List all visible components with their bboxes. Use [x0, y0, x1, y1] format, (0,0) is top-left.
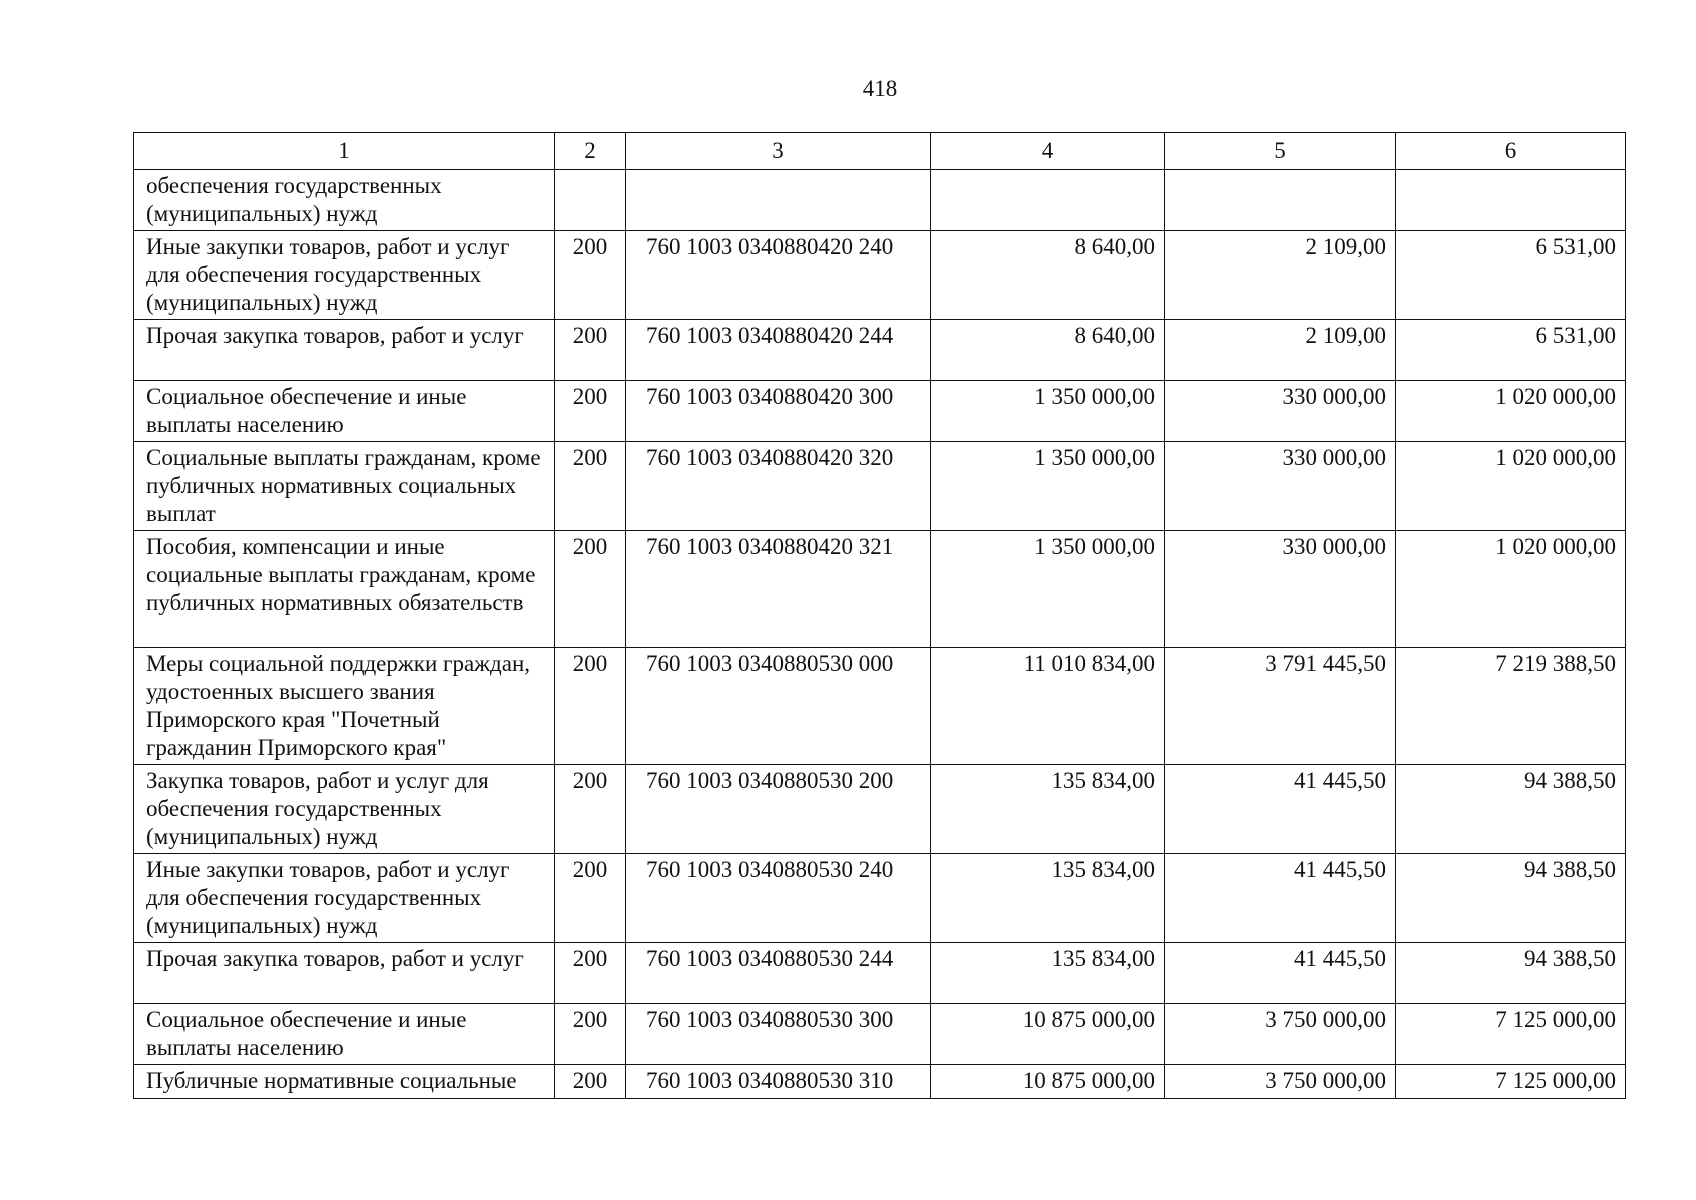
row-grbs — [555, 170, 626, 231]
row-code: 760 1003 0340880420 300 — [626, 381, 931, 442]
row-col-5 — [1165, 170, 1396, 231]
row-name: Социальные выплаты гражданам, кроме публичных нормативных социальных выплат — [134, 442, 555, 531]
row-col-6: 6 531,00 — [1396, 320, 1626, 381]
row-code: 760 1003 0340880530 000 — [626, 648, 931, 765]
row-col-5: 3 791 445,50 — [1165, 648, 1396, 765]
row-name: обеспечения государственных (муниципальных) нужд — [134, 170, 555, 231]
row-grbs: 200 — [555, 1065, 626, 1099]
row-grbs: 200 — [555, 442, 626, 531]
row-grbs: 200 — [555, 381, 626, 442]
row-col-5: 41 445,50 — [1165, 854, 1396, 943]
table-row — [134, 231, 1626, 320]
row-col-5: 41 445,50 — [1165, 943, 1396, 1004]
row-col-4: 1 350 000,00 — [931, 381, 1165, 442]
header-col-3: 3 — [626, 133, 931, 170]
row-grbs: 200 — [555, 854, 626, 943]
table-row — [134, 1065, 1626, 1099]
row-name: Прочая закупка товаров, работ и услуг — [134, 943, 555, 1004]
row-col-5: 330 000,00 — [1165, 442, 1396, 531]
row-col-6: 94 388,50 — [1396, 943, 1626, 1004]
row-col-5: 2 109,00 — [1165, 320, 1396, 381]
row-col-5: 330 000,00 — [1165, 531, 1396, 648]
budget-table-container — [133, 132, 1625, 1099]
row-code: 760 1003 0340880530 200 — [626, 765, 931, 854]
page-number: 418 — [862, 76, 898, 101]
row-name: Меры социальной поддержки граждан, удостоенных высшего звания Приморского края "Почетный гражданин Приморского края" — [134, 648, 555, 765]
row-col-4: 8 640,00 — [931, 231, 1165, 320]
table-row — [134, 1004, 1626, 1065]
row-code: 760 1003 0340880420 244 — [626, 320, 931, 381]
table-row — [134, 381, 1626, 442]
row-name: Публичные нормативные социальные — [134, 1065, 555, 1099]
row-grbs: 200 — [555, 648, 626, 765]
row-col-5: 3 750 000,00 — [1165, 1004, 1396, 1065]
row-col-6 — [1396, 170, 1626, 231]
row-col-4: 11 010 834,00 — [931, 648, 1165, 765]
table-row — [134, 442, 1626, 531]
row-grbs: 200 — [555, 531, 626, 648]
row-col-4: 10 875 000,00 — [931, 1065, 1165, 1099]
row-col-6: 1 020 000,00 — [1396, 531, 1626, 648]
header-col-1: 1 — [134, 133, 555, 170]
row-col-5: 2 109,00 — [1165, 231, 1396, 320]
row-col-6: 1 020 000,00 — [1396, 442, 1626, 531]
row-col-5: 41 445,50 — [1165, 765, 1396, 854]
row-col-4: 135 834,00 — [931, 943, 1165, 1004]
row-col-6: 1 020 000,00 — [1396, 381, 1626, 442]
row-code: 760 1003 0340880530 310 — [626, 1065, 931, 1099]
row-col-6: 7 125 000,00 — [1396, 1004, 1626, 1065]
table-row — [134, 648, 1626, 765]
row-col-6: 7 125 000,00 — [1396, 1065, 1626, 1099]
row-col-6: 6 531,00 — [1396, 231, 1626, 320]
row-code: 760 1003 0340880420 320 — [626, 442, 931, 531]
row-col-6: 94 388,50 — [1396, 854, 1626, 943]
row-name: Закупка товаров, работ и услуг для обеспечения государственных (муниципальных) нужд — [134, 765, 555, 854]
row-col-5: 3 750 000,00 — [1165, 1065, 1396, 1099]
row-col-4: 10 875 000,00 — [931, 1004, 1165, 1065]
header-col-6: 6 — [1396, 133, 1626, 170]
row-grbs: 200 — [555, 231, 626, 320]
table-body — [134, 170, 1626, 1099]
row-col-4: 1 350 000,00 — [931, 531, 1165, 648]
row-name: Иные закупки товаров, работ и услуг для обеспечения государственных (муниципальных) нужд — [134, 231, 555, 320]
row-grbs: 200 — [555, 943, 626, 1004]
row-name: Пособия, компенсации и иные социальные выплаты гражданам, кроме публичных нормативных обязательств — [134, 531, 555, 648]
budget-table — [133, 132, 1626, 1099]
row-code: 760 1003 0340880420 240 — [626, 231, 931, 320]
row-col-4: 8 640,00 — [931, 320, 1165, 381]
row-name: Прочая закупка товаров, работ и услуг — [134, 320, 555, 381]
table-row — [134, 943, 1626, 1004]
row-grbs: 200 — [555, 320, 626, 381]
row-col-4: 1 350 000,00 — [931, 442, 1165, 531]
row-code: 760 1003 0340880530 244 — [626, 943, 931, 1004]
table-row — [134, 854, 1626, 943]
header-col-2: 2 — [555, 133, 626, 170]
row-name: Социальное обеспечение и иные выплаты населению — [134, 381, 555, 442]
header-row — [134, 133, 1626, 170]
row-col-4: 135 834,00 — [931, 854, 1165, 943]
row-col-4: 135 834,00 — [931, 765, 1165, 854]
table-row — [134, 765, 1626, 854]
header-col-5: 5 — [1165, 133, 1396, 170]
row-col-6: 7 219 388,50 — [1396, 648, 1626, 765]
row-code: 760 1003 0340880530 300 — [626, 1004, 931, 1065]
row-col-5: 330 000,00 — [1165, 381, 1396, 442]
row-grbs: 200 — [555, 1004, 626, 1065]
row-code: 760 1003 0340880530 240 — [626, 854, 931, 943]
row-name: Иные закупки товаров, работ и услуг для обеспечения государственных (муниципальных) нужд — [134, 854, 555, 943]
row-code — [626, 170, 931, 231]
row-name: Социальное обеспечение и иные выплаты населению — [134, 1004, 555, 1065]
row-code: 760 1003 0340880420 321 — [626, 531, 931, 648]
table-header — [134, 133, 1626, 170]
row-col-4 — [931, 170, 1165, 231]
table-row — [134, 531, 1626, 648]
row-grbs: 200 — [555, 765, 626, 854]
table-row — [134, 320, 1626, 381]
row-col-6: 94 388,50 — [1396, 765, 1626, 854]
header-col-4: 4 — [931, 133, 1165, 170]
table-row — [134, 170, 1626, 231]
